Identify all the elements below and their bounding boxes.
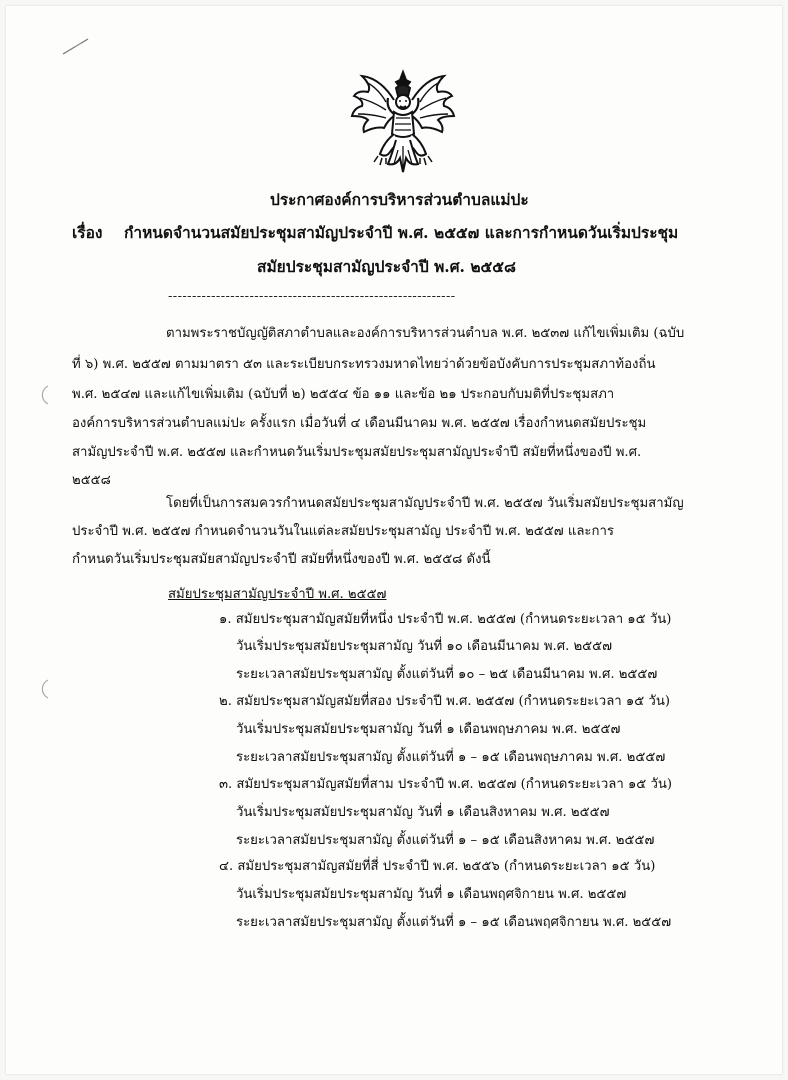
paragraph1-line: สามัญประจำปี พ.ศ. ๒๕๕๗ และกำหนดวันเริ่มประชุมสมัยประชุมสามัญประจำปี สมัยที่หนึ่งของปี พ.ศ. <box>72 445 642 460</box>
session-title: ๓. สมัยประชุมสามัญสมัยที่สาม ประจำปี พ.ศ. ๒๕๕๗ (กำหนดระยะเวลา ๑๕ วัน) <box>219 777 673 792</box>
session-title: ๔. สมัยประชุมสามัญสมัยที่สี่ ประจำปี พ.ศ. ๒๕๕๖ (กำหนดระยะเวลา ๑๕ วัน) <box>219 859 656 874</box>
session-title: ๑. สมัยประชุมสามัญสมัยที่หนึ่ง ประจำปี พ.ศ. ๒๕๕๗ (กำหนดระยะเวลา ๑๕ วัน) <box>219 612 672 627</box>
punch-hole-icon <box>34 678 52 700</box>
session-start: วันเริ่มประชุมสมัยประชุมสามัญ วันที่ ๑ เดือนสิงหาคม พ.ศ. ๒๕๕๗ <box>236 805 610 820</box>
document-title: ประกาศองค์การบริหารส่วนตำบลแม่ปะ <box>270 190 529 209</box>
session-period: ระยะเวลาสมัยประชุมสามัญ ตั้งแต่วันที่ ๑ – ๑๕ เดือนสิงหาคม พ.ศ. ๒๕๕๗ <box>236 833 655 848</box>
section-heading: สมัยประชุมสามัญประจำปี พ.ศ. ๒๕๕๗ <box>168 587 387 602</box>
session-period: ระยะเวลาสมัยประชุมสามัญ ตั้งแต่วันที่ ๑ – ๑๕ เดือนพฤศจิกายน พ.ศ. ๒๕๕๗ <box>236 915 672 930</box>
garuda-emblem-icon <box>350 68 456 178</box>
pen-mark-icon <box>61 36 91 56</box>
paragraph1-line: พ.ศ. ๒๕๔๗ และแก้ไขเพิ่มเติม (ฉบับที่ ๒) ๒๕๕๔ ข้อ ๑๑ และข้อ ๒๑ ประกอบกับมติที่ประชุมสภา <box>72 387 615 402</box>
paragraph1-line: ตามพระราชบัญญัติสภาตำบลและองค์การบริหารส่วนตำบล พ.ศ. ๒๕๓๗ แก้ไขเพิ่มเติม (ฉบับ <box>166 326 685 341</box>
separator-line: ------------------------------------------------------------ <box>168 289 456 304</box>
subject-line-1: กำหนดจำนวนสมัยประชุมสามัญประจำปี พ.ศ. ๒๕๕๗ และการกำหนดวันเริ่มประชุม <box>124 223 679 242</box>
subject-line-2: สมัยประชุมสามัญประจำปี พ.ศ. ๒๕๕๘ <box>257 257 516 276</box>
paragraph2-line: โดยที่เป็นการสมควรกำหนดสมัยประชุมสามัญประจำปี พ.ศ. ๒๕๕๗ วันเริ่มสมัยประชุมสามัญ <box>166 496 684 511</box>
subject-label: เรื่อง <box>72 223 103 242</box>
session-start: วันเริ่มประชุมสมัยประชุมสามัญ วันที่ ๑ เดือนพฤษภาคม พ.ศ. ๒๕๕๗ <box>236 722 621 737</box>
session-period: ระยะเวลาสมัยประชุมสามัญ ตั้งแต่วันที่ ๑๐ – ๒๕ เดือนมีนาคม พ.ศ. ๒๕๕๗ <box>236 667 658 682</box>
paragraph1-line: ที่ ๖) พ.ศ. ๒๕๕๗ ตามมาตรา ๕๓ และระเบียบกระทรวงมหาดไทยว่าด้วยข้อบังคับการประชุมสภาท้องถิ่น <box>72 357 656 372</box>
paragraph1-line: องค์การบริหารส่วนตำบลแม่ปะ ครั้งแรก เมื่อวันที่ ๔ เดือนมีนาคม พ.ศ. ๒๕๕๗ เรื่องกำหนดสมัยประชุม <box>72 416 647 431</box>
paragraph2-line: กำหนดวันเริ่มประชุมสมัยสามัญประจำปี สมัยที่หนึ่งของปี พ.ศ. ๒๕๕๘ ดังนี้ <box>72 552 491 567</box>
paragraph1-line: ๒๕๕๘ <box>72 473 111 488</box>
punch-hole-icon <box>34 384 52 406</box>
session-start: วันเริ่มประชุมสมัยประชุมสามัญ วันที่ ๑๐ เดือนมีนาคม พ.ศ. ๒๕๕๗ <box>236 639 613 654</box>
session-period: ระยะเวลาสมัยประชุมสามัญ ตั้งแต่วันที่ ๑ – ๑๕ เดือนพฤษภาคม พ.ศ. ๒๕๕๗ <box>236 750 666 765</box>
document-page <box>6 6 782 1074</box>
session-title: ๒. สมัยประชุมสามัญสมัยที่สอง ประจำปี พ.ศ. ๒๕๕๗ (กำหนดระยะเวลา ๑๕ วัน) <box>219 694 670 709</box>
paragraph2-line: ประจำปี พ.ศ. ๒๕๕๗ กำหนดจำนวนวันในแต่ละสมัยประชุมสามัญ ประจำปี พ.ศ. ๒๕๕๗ และการ <box>72 524 614 539</box>
session-start: วันเริ่มประชุมสมัยประชุมสามัญ วันที่ ๑ เดือนพฤศจิกายน พ.ศ. ๒๕๕๗ <box>236 887 627 902</box>
